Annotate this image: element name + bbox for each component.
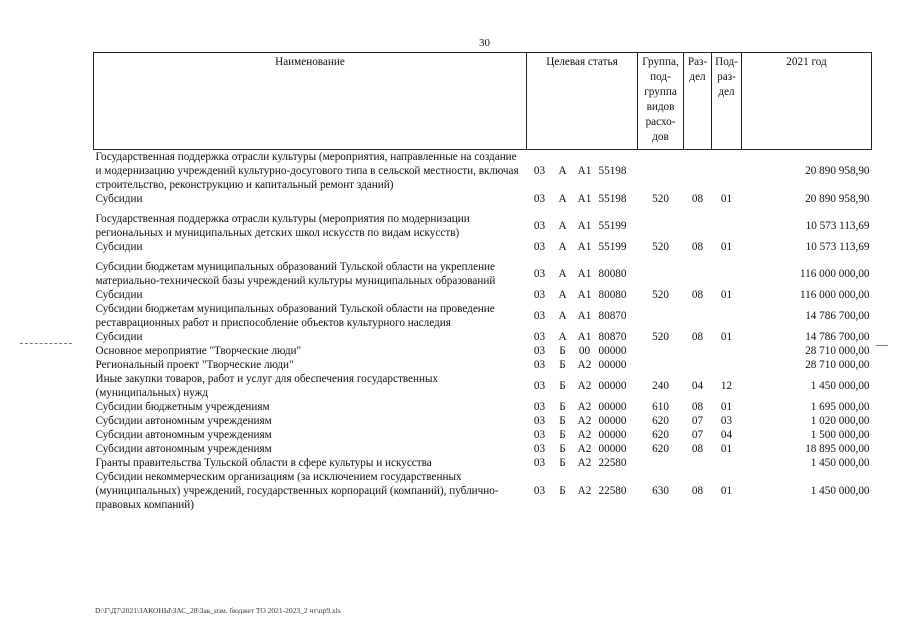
cell-amount: 20 890 958,90 — [805, 165, 870, 177]
cell-c4: 00000 — [598, 443, 627, 455]
table-row — [94, 344, 872, 358]
margin-mark-left — [20, 343, 72, 344]
cell-name: Государственная поддержка отрасли культуры (мероприятия по модернизации региональных и муниципальных детских школ искусств по видам искусств) — [95, 213, 470, 239]
cell-subsection: 03 — [720, 415, 733, 427]
cell-subsection: 01 — [720, 193, 733, 205]
header-group: Группа, под-группа видов расхо-дов — [638, 53, 684, 150]
cell-c4: 00000 — [598, 380, 627, 392]
cell-name: Субсидии бюджетам муниципальных образований Тульской области на укрепление материально-технической базы учреждений культуры муниципальных образований — [95, 261, 496, 287]
cell-subsection — [712, 456, 742, 470]
cell-name: Субсидии — [95, 331, 143, 343]
cell-c4: 55198 — [598, 165, 627, 177]
cell-c3: А2 — [577, 485, 592, 497]
cell-c2: Б — [559, 429, 566, 441]
table-row — [94, 288, 872, 302]
cell-subsection: 12 — [720, 380, 733, 392]
cell-section: 08 — [691, 241, 704, 253]
cell-c1: 03 — [533, 193, 546, 205]
cell-subsection — [712, 358, 742, 372]
cell-name: Субсидии — [95, 241, 143, 253]
cell-c3: А1 — [577, 220, 592, 232]
cell-group: 620 — [652, 443, 669, 455]
cell-c2: Б — [559, 345, 566, 357]
cell-c1: 03 — [533, 457, 546, 469]
cell-group — [638, 260, 684, 288]
cell-section — [684, 260, 712, 288]
table-row — [94, 400, 872, 414]
cell-c1: 03 — [533, 359, 546, 371]
cell-c1: 03 — [533, 241, 546, 253]
table-row — [94, 428, 872, 442]
cell-amount: 18 895 000,00 — [805, 443, 870, 455]
cell-section: 08 — [691, 401, 704, 413]
header-name: Наименование — [94, 53, 527, 150]
cell-group — [638, 456, 684, 470]
margin-mark-right — [876, 345, 888, 346]
cell-c2: Б — [559, 415, 566, 427]
cell-c4: 80870 — [598, 331, 627, 343]
cell-amount: 10 573 113,69 — [805, 241, 870, 253]
cell-group: 610 — [652, 401, 669, 413]
cell-section — [684, 302, 712, 330]
cell-c1: 03 — [533, 268, 546, 280]
cell-c3: А1 — [577, 165, 592, 177]
cell-c3: А2 — [577, 380, 592, 392]
cell-c3: А2 — [577, 443, 592, 455]
cell-name: Субсидии — [95, 289, 143, 301]
budget-table — [93, 52, 872, 512]
cell-c4: 55199 — [598, 220, 627, 232]
cell-c1: 03 — [533, 289, 546, 301]
cell-name: Региональный проект "Творческие люди" — [95, 359, 294, 371]
cell-c2: А — [558, 193, 567, 205]
table-row — [94, 442, 872, 456]
cell-c2: Б — [559, 457, 566, 469]
cell-name: Субсидии некоммерческим организациям (за исключением государственных (муниципальных) учреждений, государственных корпораций (компаний), публично-правовых компаний) — [95, 471, 499, 511]
cell-c4: 00000 — [598, 415, 627, 427]
cell-c2: А — [558, 241, 567, 253]
table-row — [94, 240, 872, 254]
cell-group: 520 — [652, 289, 669, 301]
cell-amount: 20 890 958,90 — [805, 193, 870, 205]
cell-c3: А2 — [577, 415, 592, 427]
cell-amount: 1 500 000,00 — [810, 429, 870, 441]
cell-c4: 22580 — [598, 485, 627, 497]
table-row — [94, 302, 872, 330]
table-body — [94, 150, 872, 513]
cell-c3: А2 — [577, 457, 592, 469]
cell-c3: А1 — [577, 268, 592, 280]
cell-c2: Б — [559, 443, 566, 455]
cell-subsection — [712, 260, 742, 288]
cell-group: 520 — [652, 331, 669, 343]
table-row — [94, 372, 872, 400]
cell-c2: А — [558, 268, 567, 280]
cell-name: Субсидии автономным учреждениям — [95, 429, 272, 441]
cell-c2: Б — [559, 380, 566, 392]
cell-group: 520 — [652, 241, 669, 253]
cell-c2: Б — [559, 401, 566, 413]
cell-c3: А1 — [577, 331, 592, 343]
cell-name: Субсидии — [95, 193, 143, 205]
cell-amount: 1 020 000,00 — [810, 415, 870, 427]
header-subsection: Под-раз-дел — [712, 53, 742, 150]
cell-c3: А1 — [577, 193, 592, 205]
cell-amount: 1 450 000,00 — [810, 485, 870, 497]
cell-subsection — [712, 344, 742, 358]
cell-c2: Б — [559, 485, 566, 497]
cell-c1: 03 — [533, 429, 546, 441]
cell-c4: 80080 — [598, 289, 627, 301]
cell-group: 620 — [652, 415, 669, 427]
cell-group: 620 — [652, 429, 669, 441]
cell-c3: 00 — [578, 345, 591, 357]
cell-c3: А2 — [577, 359, 592, 371]
cell-c3: А1 — [577, 310, 592, 322]
cell-subsection: 01 — [720, 331, 733, 343]
cell-c4: 00000 — [598, 345, 627, 357]
cell-name: Субсидии бюджетам муниципальных образований Тульской области на проведение реставрационных работ и приспособление объектов культурного наследия — [95, 303, 495, 329]
table-row — [94, 212, 872, 240]
cell-c1: 03 — [533, 310, 546, 322]
cell-name: Иные закупки товаров, работ и услуг для обеспечения государственных (муниципальных) нужд — [95, 373, 439, 399]
cell-section — [684, 456, 712, 470]
cell-c3: А2 — [577, 429, 592, 441]
cell-subsection: 01 — [720, 443, 733, 455]
cell-amount: 1 450 000,00 — [810, 380, 870, 392]
cell-c3: А1 — [577, 241, 592, 253]
cell-c2: Б — [559, 359, 566, 371]
cell-name: Субсидии бюджетным учреждениям — [95, 401, 270, 413]
cell-amount: 10 573 113,69 — [805, 220, 870, 232]
cell-group: 520 — [652, 193, 669, 205]
table-row — [94, 330, 872, 344]
cell-c4: 55198 — [598, 193, 627, 205]
cell-subsection: 04 — [720, 429, 733, 441]
cell-amount: 28 710 000,00 — [805, 359, 870, 371]
table-row — [94, 260, 872, 288]
cell-c3: А2 — [577, 401, 592, 413]
cell-c4: 00000 — [598, 359, 627, 371]
table-row — [94, 192, 872, 206]
cell-subsection: 01 — [720, 485, 733, 497]
cell-name: Государственная поддержка отрасли культуры (мероприятия, направленные на создание и модернизацию учреждений культурно-досугового типа в сельской местности, включая строительство, реконструкцию и капитальный ремонт зданий) — [95, 151, 519, 191]
cell-subsection — [712, 212, 742, 240]
cell-name: Гранты правительства Тульской области в сфере культуры и искусства — [95, 457, 432, 469]
cell-subsection: 01 — [720, 401, 733, 413]
header-target: Целевая статья — [527, 53, 638, 150]
cell-c1: 03 — [533, 485, 546, 497]
cell-section: 08 — [691, 443, 704, 455]
table-row — [94, 456, 872, 470]
cell-subsection — [712, 302, 742, 330]
cell-group — [638, 302, 684, 330]
cell-c4: 22580 — [598, 457, 627, 469]
cell-amount: 116 000 000,00 — [800, 289, 870, 301]
cell-c2: А — [558, 165, 567, 177]
cell-c4: 80870 — [598, 310, 627, 322]
cell-amount: 1 695 000,00 — [810, 401, 870, 413]
cell-name: Субсидии автономным учреждениям — [95, 415, 272, 427]
header-section: Раз-дел — [684, 53, 712, 150]
cell-section — [684, 150, 712, 193]
cell-c3: А1 — [577, 289, 592, 301]
cell-c1: 03 — [533, 415, 546, 427]
cell-name: Субсидии автономным учреждениям — [95, 443, 272, 455]
page-number: 30 — [479, 37, 490, 49]
cell-c1: 03 — [533, 380, 546, 392]
table-row — [94, 150, 872, 193]
cell-section: 08 — [691, 289, 704, 301]
cell-c2: А — [558, 220, 567, 232]
cell-section — [684, 212, 712, 240]
cell-c4: 00000 — [598, 401, 627, 413]
header-year: 2021 год — [742, 53, 872, 150]
table-row — [94, 358, 872, 372]
cell-group: 630 — [652, 485, 669, 497]
cell-amount: 14 786 700,00 — [805, 331, 870, 343]
cell-section — [684, 344, 712, 358]
cell-c2: А — [558, 331, 567, 343]
cell-amount: 28 710 000,00 — [805, 345, 870, 357]
cell-section: 08 — [691, 331, 704, 343]
cell-section — [684, 358, 712, 372]
cell-section: 07 — [691, 429, 704, 441]
cell-amount: 14 786 700,00 — [805, 310, 870, 322]
cell-subsection — [712, 150, 742, 193]
cell-group — [638, 150, 684, 193]
cell-section: 04 — [691, 380, 704, 392]
cell-c1: 03 — [533, 401, 546, 413]
cell-subsection: 01 — [720, 241, 733, 253]
cell-section: 08 — [691, 485, 704, 497]
cell-amount: 1 450 000,00 — [810, 457, 870, 469]
cell-c2: А — [558, 310, 567, 322]
cell-c1: 03 — [533, 220, 546, 232]
table-header-row — [94, 53, 872, 150]
cell-group: 240 — [652, 380, 669, 392]
cell-section: 07 — [691, 415, 704, 427]
cell-group — [638, 344, 684, 358]
cell-c1: 03 — [533, 443, 546, 455]
cell-amount: 116 000 000,00 — [800, 268, 870, 280]
cell-c1: 03 — [533, 331, 546, 343]
cell-c4: 80080 — [598, 268, 627, 280]
cell-c1: 03 — [533, 345, 546, 357]
cell-c4: 00000 — [598, 429, 627, 441]
cell-c4: 55199 — [598, 241, 627, 253]
file-path-footer: D:\Г\Д7\2021\ЗАКОНЫ\ЗАС_28\Зак_изм. бюджет ТО 2021-2023_2 чт\пр9.xls — [95, 606, 341, 615]
table-row — [94, 470, 872, 512]
cell-subsection: 01 — [720, 289, 733, 301]
cell-section: 08 — [691, 193, 704, 205]
cell-name: Основное мероприятие "Творческие люди" — [95, 345, 302, 357]
cell-c2: А — [558, 289, 567, 301]
cell-c1: 03 — [533, 165, 546, 177]
table-row — [94, 414, 872, 428]
cell-group — [638, 212, 684, 240]
cell-group — [638, 358, 684, 372]
